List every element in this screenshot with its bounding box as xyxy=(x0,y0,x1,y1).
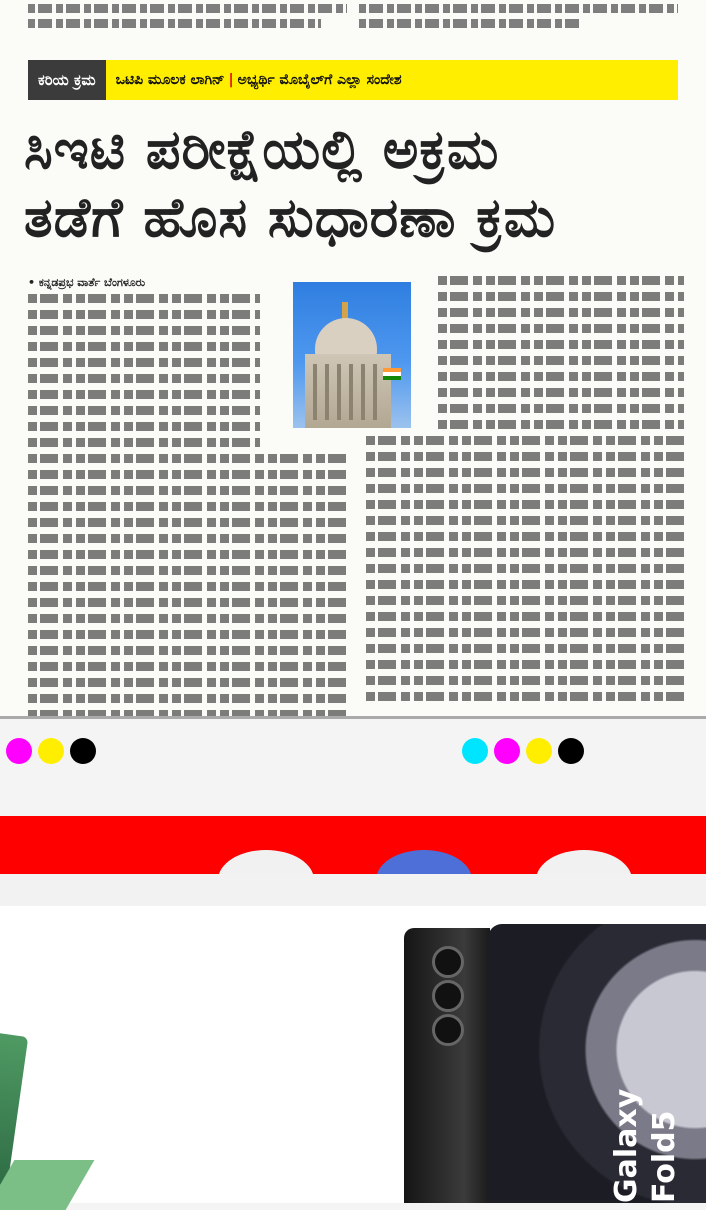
phone-back xyxy=(404,928,490,1203)
kicker-banner xyxy=(106,60,678,100)
registration-marks-left xyxy=(6,738,96,764)
article-body xyxy=(28,276,684,706)
previous-article-text xyxy=(28,0,678,44)
cyan-dot-icon xyxy=(462,738,488,764)
carousel-dot-icon[interactable] xyxy=(536,850,632,874)
black-dot-icon xyxy=(70,738,96,764)
article-column-right xyxy=(366,276,684,708)
registration-marks-right xyxy=(462,738,584,764)
yellow-dot-icon xyxy=(526,738,552,764)
camera-lens-icon xyxy=(432,1014,464,1046)
kicker-text-2: ಅಭ್ಯರ್ಥಿ ಮೊಬೈಲ್‌ಗೆ ಎಲ್ಲಾ ಸಂದೇಶ xyxy=(237,72,402,88)
headline-line-2: ತಡೆಗೆ ಹೊಸ ಸುಧಾರಣಾ ಕ್ರಮ xyxy=(24,186,557,249)
article-headline xyxy=(24,116,684,252)
article-kicker xyxy=(28,60,678,100)
kicker-text-1: ಒಟಿಪಿ ಮೂಲಕ ಲಾಗಿನ್ xyxy=(115,72,225,88)
article-byline: • ಕನ್ನಡಪ್ರಭ ವಾರ್ತೆ ಬೆಂಗಳೂರು xyxy=(28,276,146,289)
headline-line-1: ಸಿಇಟಿ ಪರೀಕ್ಷೆಯಲ್ಲಿ ಅಕ್ರಮ xyxy=(24,118,500,181)
yellow-dot-icon xyxy=(38,738,64,764)
magenta-dot-icon xyxy=(494,738,520,764)
camera-lens-icon xyxy=(432,980,464,1012)
ad-banner-red-band[interactable] xyxy=(0,816,706,874)
camera-lens-icon xyxy=(432,946,464,978)
carousel-dot-icon[interactable] xyxy=(218,850,314,874)
product-label-fold5: Fold5 xyxy=(647,1110,682,1203)
magenta-dot-icon xyxy=(6,738,32,764)
carousel-dot-active-icon[interactable] xyxy=(376,850,472,874)
kicker-separator: | xyxy=(228,72,234,88)
black-dot-icon xyxy=(558,738,584,764)
kicker-section-label: ಕರಿಯ ಕ್ರಮ xyxy=(28,60,106,100)
product-label-galaxy: Galaxy xyxy=(609,1088,644,1203)
page-divider xyxy=(0,716,706,719)
